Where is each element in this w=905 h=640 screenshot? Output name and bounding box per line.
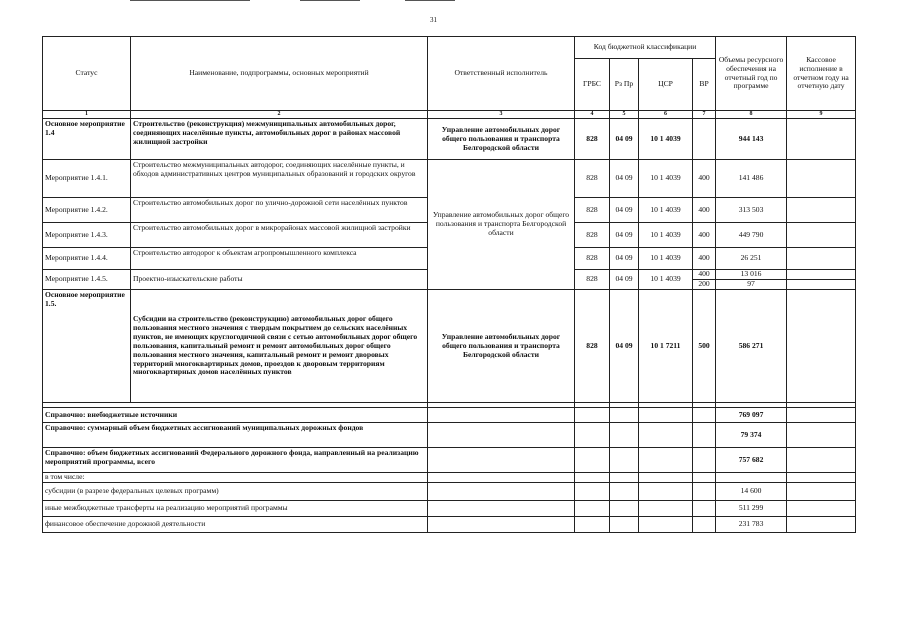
row-volume: 313 503 [716,198,787,223]
row-grbs: 828 [575,290,610,403]
row-name: Строительство автомобильных дорог по улично-дорожной сети населённых пунктов [131,198,428,223]
row-rzpr: 04 09 [610,270,639,290]
row-cash [787,248,856,270]
row-name: Субсидии на строительство (реконструкцию) автомобильных дорог общего пользования местного значения с твердым покрытием до сельских населённых пунктов, не имеющих круглогодичной связи с сетью автомобильных дорог общего пользования, капитальный ремонт и ремонт автомобильных дорог общего пользования местного значения, капитальный ремонт и ремонт дворовых территорий многоквартирных домов, проездов к дворовым территориям многоквартирных домов населённых пунктов [131,290,428,403]
summary-volume: 231 783 [716,517,787,533]
summary-row [43,473,856,483]
col-number: 2 [131,111,428,119]
row-name: Строительство (реконструкция) межмуниципальных автомобильных дорог, соединяющих населённые пункты, автомобильных дорог в районах массовой жилищной застройки [131,119,428,160]
page-number: 31 [430,16,437,24]
row-csr: 10 1 4039 [639,248,693,270]
summary-row [43,517,856,533]
row-cash [787,270,856,280]
summary-row [43,501,856,517]
row-volume: 449 790 [716,223,787,248]
summary-label: иные межбюджетные трансферты на реализацию мероприятий программы [43,501,428,517]
row-grbs: 828 [575,160,610,198]
row-grbs: 828 [575,198,610,223]
row-status: Мероприятие 1.4.5. [43,270,131,290]
summary-label: в том числе: [43,473,428,483]
summary-volume: 14 600 [716,483,787,501]
row-vr [693,119,716,160]
header-rzpr: Рз Пр [610,59,639,111]
row-name: Проектно-изыскательские работы [131,270,428,290]
col-number: 1 [43,111,131,119]
row-vr: 200 [693,280,716,290]
summary-volume: 511 299 [716,501,787,517]
header-budget-code: Код бюджетной классификации [575,37,716,59]
row-name: Строительство межмуниципальных автодорог, соединяющих населённые пункты, и обходов административных центров муниципальных образований и городских округов [131,160,428,198]
col-number: 4 [575,111,610,119]
table-row [43,119,856,160]
row-csr: 10 1 7211 [639,290,693,403]
row-grbs: 828 [575,223,610,248]
header-volumes: Объемы ресурсного обеспечения на отчетный год по программе [716,37,787,111]
summary-row [43,408,856,423]
row-cash [787,223,856,248]
budget-table [42,36,856,533]
row-cash [787,160,856,198]
row-cash [787,119,856,160]
row-executor: Управление автомобильных дорог общего пользования и транспорта Белгородской области [428,119,575,160]
summary-volume [716,473,787,483]
row-volume: 13 016 [716,270,787,280]
row-volume: 944 143 [716,119,787,160]
row-csr: 10 1 4039 [639,119,693,160]
table-row [43,290,856,403]
row-grbs: 828 [575,248,610,270]
row-rzpr: 04 09 [610,248,639,270]
row-vr: 400 [693,270,716,280]
row-cash [787,198,856,223]
row-volume: 141 486 [716,160,787,198]
shared-executor: Управление автомобильных дорог общего пользования и транспорта Белгородской области [428,160,575,290]
row-volume: 97 [716,280,787,290]
row-status: Основное мероприятие 1.4 [43,119,131,160]
row-rzpr: 04 09 [610,290,639,403]
col-number: 8 [716,111,787,119]
col-number: 9 [787,111,856,119]
row-status: Основное мероприятие 1.5. [43,290,131,403]
summary-label: Справочно: объем бюджетных ассигнований Федерального дорожного фонда, направленный на реализацию мероприятий программы, всего [43,448,428,473]
summary-row [43,448,856,473]
row-status: Мероприятие 1.4.4. [43,248,131,270]
row-csr: 10 1 4039 [639,223,693,248]
row-csr: 10 1 4039 [639,198,693,223]
row-volume: 26 251 [716,248,787,270]
row-grbs: 828 [575,119,610,160]
summary-volume: 769 097 [716,408,787,423]
col-number: 6 [639,111,693,119]
header-status: Статус [43,37,131,111]
summary-row [43,423,856,448]
top-rule [405,0,455,1]
row-rzpr: 04 09 [610,160,639,198]
row-status: Мероприятие 1.4.3. [43,223,131,248]
row-grbs: 828 [575,270,610,290]
summary-label: субсидии (в разрезе федеральных целевых программ) [43,483,428,501]
header-grbs: ГРБС [575,59,610,111]
row-rzpr: 04 09 [610,223,639,248]
summary-label: финансовое обеспечение дорожной деятельности [43,517,428,533]
row-vr: 400 [693,223,716,248]
row-vr: 500 [693,290,716,403]
row-status: Мероприятие 1.4.1. [43,160,131,198]
summary-row [43,483,856,501]
top-rule [130,0,250,1]
header-cash: Кассовое исполнение в отчетном году на отчетную дату [787,37,856,111]
row-vr: 400 [693,160,716,198]
summary-volume: 79 374 [716,423,787,448]
header-executor: Ответственный исполнитель [428,37,575,111]
col-number: 3 [428,111,575,119]
header-name: Наименование, подпрограммы, основных мероприятий [131,37,428,111]
row-vr: 400 [693,198,716,223]
header-vr: ВР [693,59,716,111]
col-number: 5 [610,111,639,119]
row-volume: 586 271 [716,290,787,403]
row-name: Строительство автомобильных дорог в микрорайонах массовой жилищной застройки [131,223,428,248]
row-name: Строительство автодорог к объектам агропромышленного комплекса [131,248,428,270]
row-rzpr: 04 09 [610,119,639,160]
row-cash [787,280,856,290]
summary-label: Справочно: внебюджетные источники [43,408,428,423]
row-vr: 400 [693,248,716,270]
row-cash [787,290,856,403]
col-number: 7 [693,111,716,119]
row-csr: 10 1 4039 [639,160,693,198]
row-executor: Управление автомобильных дорог общего пользования и транспорта Белгородской области [428,290,575,403]
table-row [43,160,856,198]
top-rule [300,0,360,1]
header-csr: ЦСР [639,59,693,111]
header-row [43,37,856,59]
row-rzpr: 04 09 [610,198,639,223]
row-status: Мероприятие 1.4.2. [43,198,131,223]
row-csr: 10 1 4039 [639,270,693,290]
summary-label: Справочно: суммарный объем бюджетных ассигнований муниципальных дорожных фондов [43,423,428,448]
column-number-row [43,111,856,119]
summary-volume: 757 682 [716,448,787,473]
